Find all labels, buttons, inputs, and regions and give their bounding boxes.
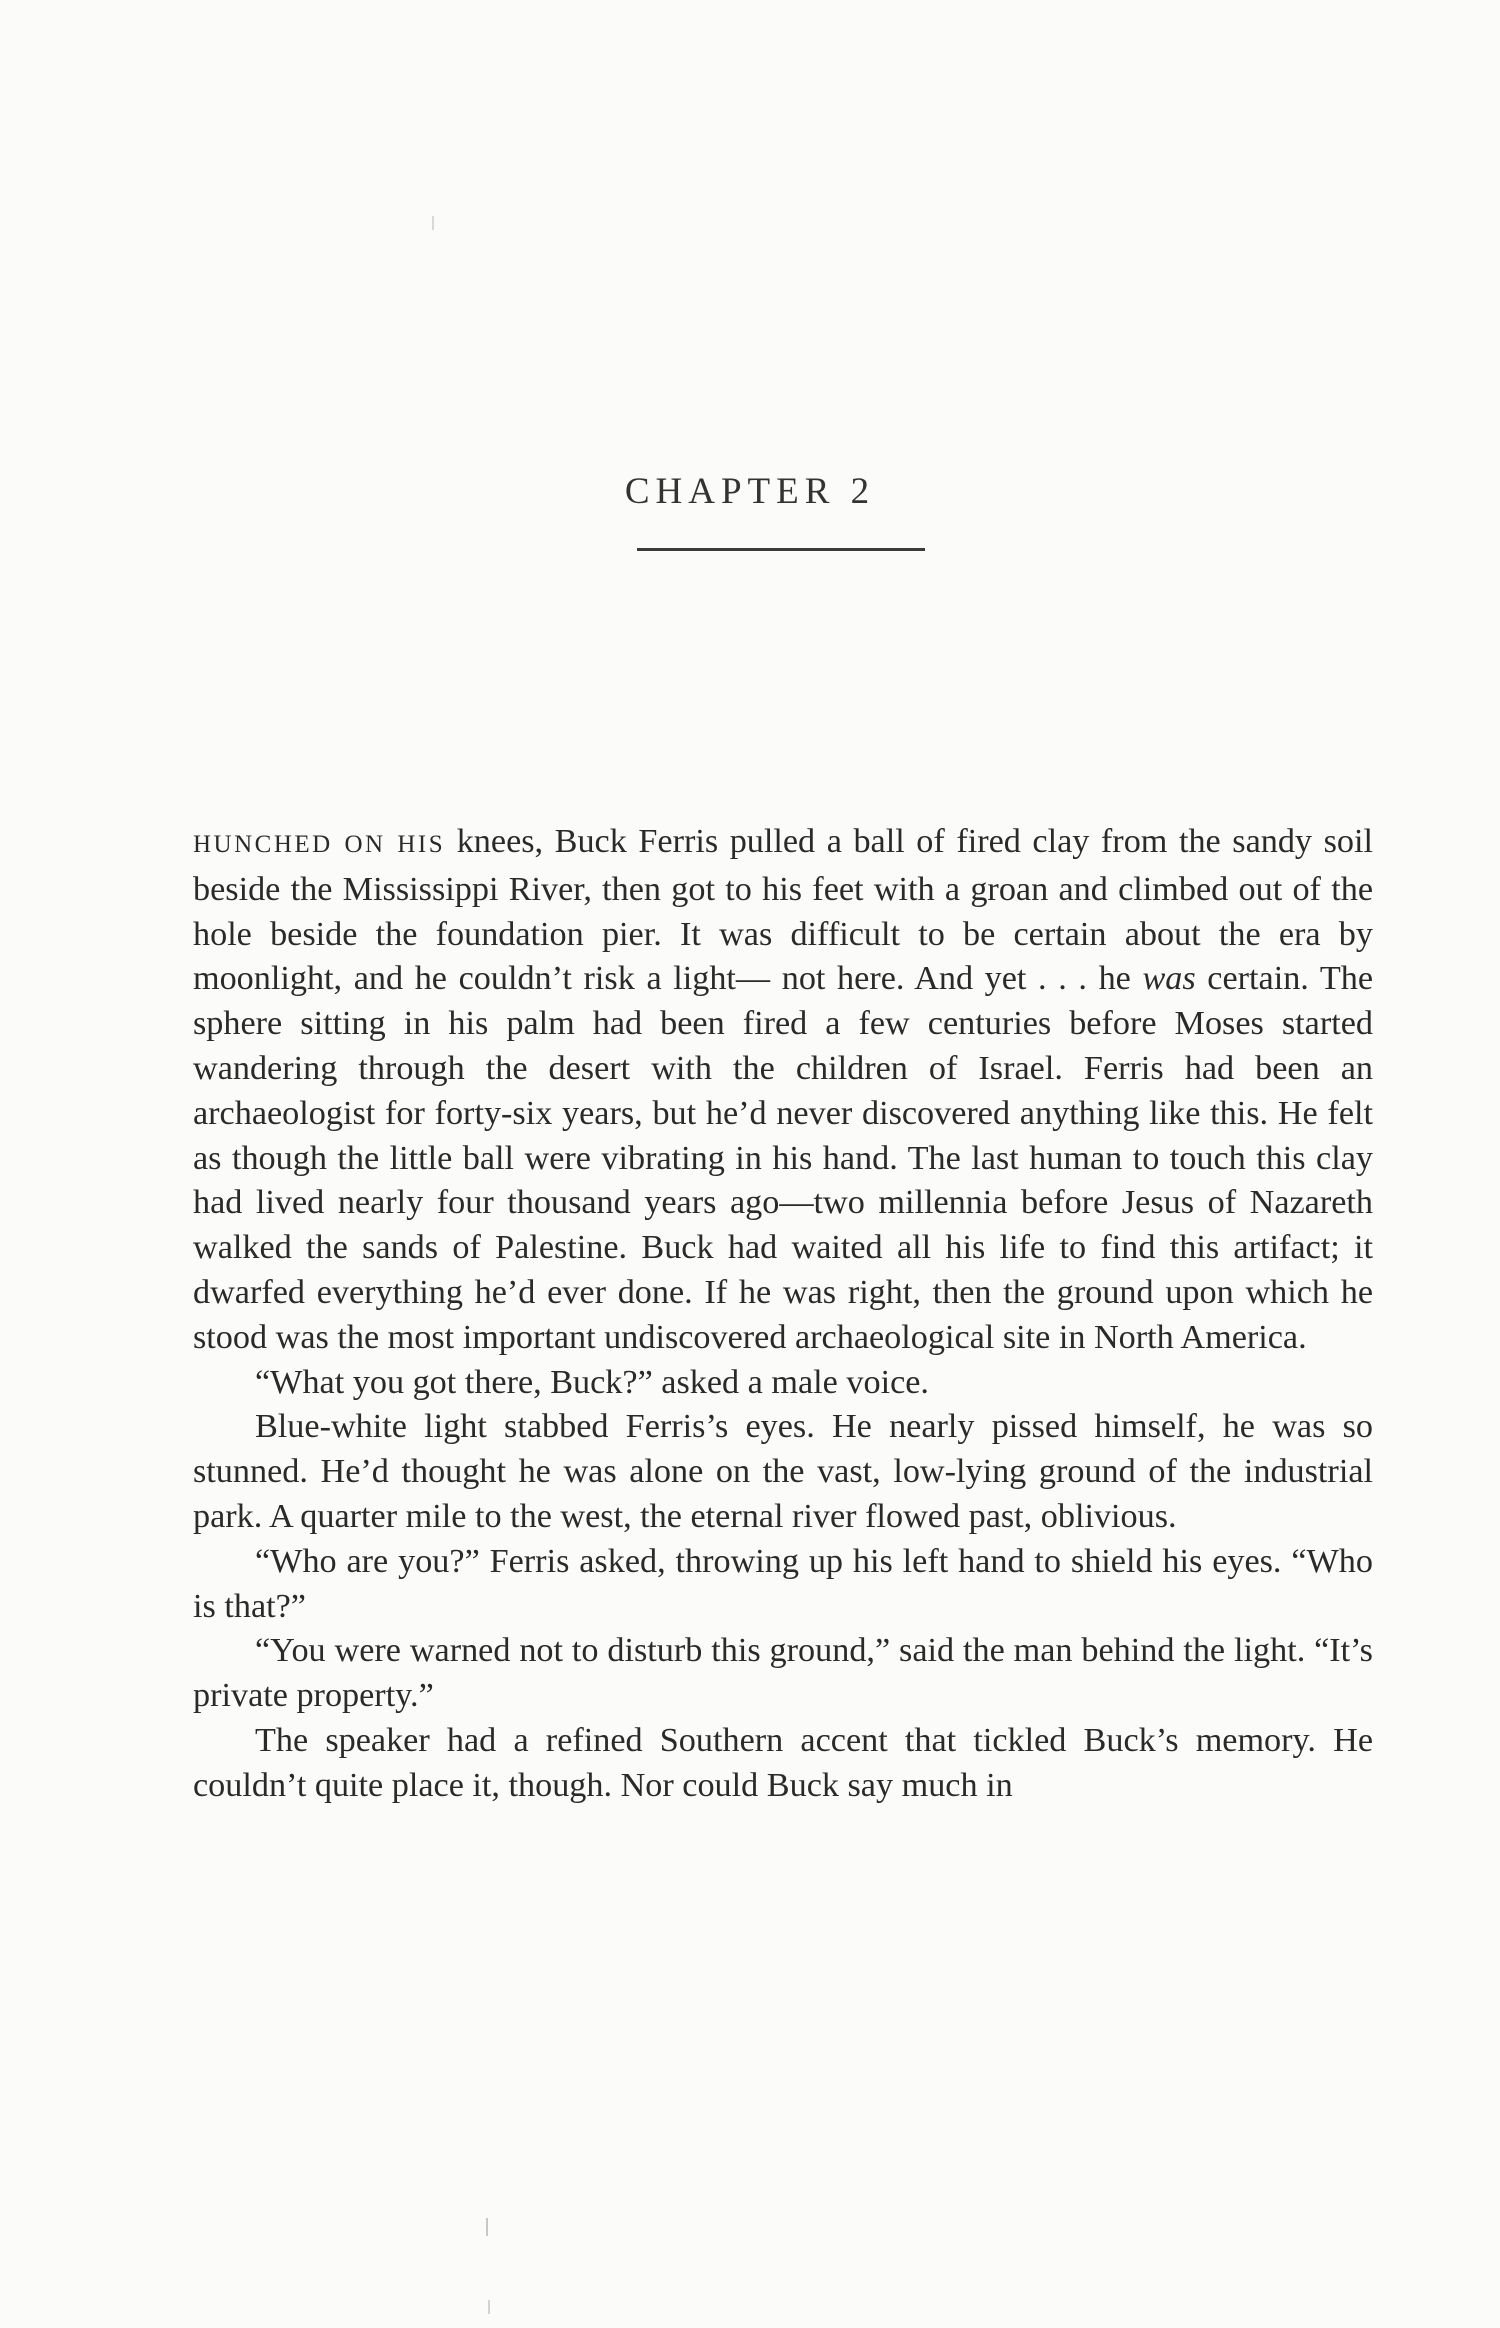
paragraph-1 (193, 820, 1373, 1361)
scan-mark-bottom-a (486, 2218, 488, 2236)
opening-small-caps: HUNCHED ON HIS (193, 831, 446, 858)
paragraph-2: “What you got there, Buck?” asked a male voice. (255, 1363, 929, 1401)
chapter-title: CHAPTER 2 (624, 471, 876, 512)
chapter-body (193, 820, 1373, 1809)
paragraph-5: “You were warned not to disturb this ground,” said the man behind the light. “It’s private property.” (193, 1632, 1373, 1715)
emphasis-was: was (1142, 960, 1196, 998)
paragraph-1-text-a: knees, Buck Ferris pulled a ball of fired clay from the sandy soil beside the Mississippi River, then got to his feet with a groan and climbed out of the hole beside the foundation pier. It was difficult to be certain about the era by moonlight, and he couldn’t risk a light— not here. And yet . . . he (193, 823, 1373, 998)
chapter-title-rule (637, 548, 925, 551)
scan-mark-bottom-b (488, 2300, 490, 2314)
paragraph-6: The speaker had a refined Southern accent that tickled Buck’s memory. He couldn’t quite place it, though. Nor could Buck say much in (193, 1721, 1373, 1804)
paragraph-3: Blue-white light stabbed Ferris’s eyes. He nearly pissed himself, he was so stunned. He’d thought he was alone on the vast, low-lying ground of the industrial park. A quarter mile to the west, the eternal river flowed past, oblivious. (193, 1408, 1373, 1535)
paragraph-4: “Who are you?” Ferris asked, throwing up his left hand to shield his eyes. “Who is that?” (193, 1542, 1373, 1625)
scan-mark-top (432, 216, 434, 230)
chapter-heading (0, 470, 1500, 513)
paragraph-1-text-b: certain. The sphere sitting in his palm had been fired a few centuries before Moses started wandering through the desert with the children of Israel. Ferris had been an archaeologist for forty-six years, but he’d never discovered anything like this. He felt as though the little ball were vibrating in his hand. The last human to touch this clay had lived nearly four thousand years ago—two millennia before Jesus of Nazareth walked the sands of Palestine. Buck had waited all his life to find this artifact; it dwarfed everything he’d ever done. If he was right, then the ground upon which he stood was the most important undiscovered archaeological site in North America. (193, 960, 1373, 1356)
